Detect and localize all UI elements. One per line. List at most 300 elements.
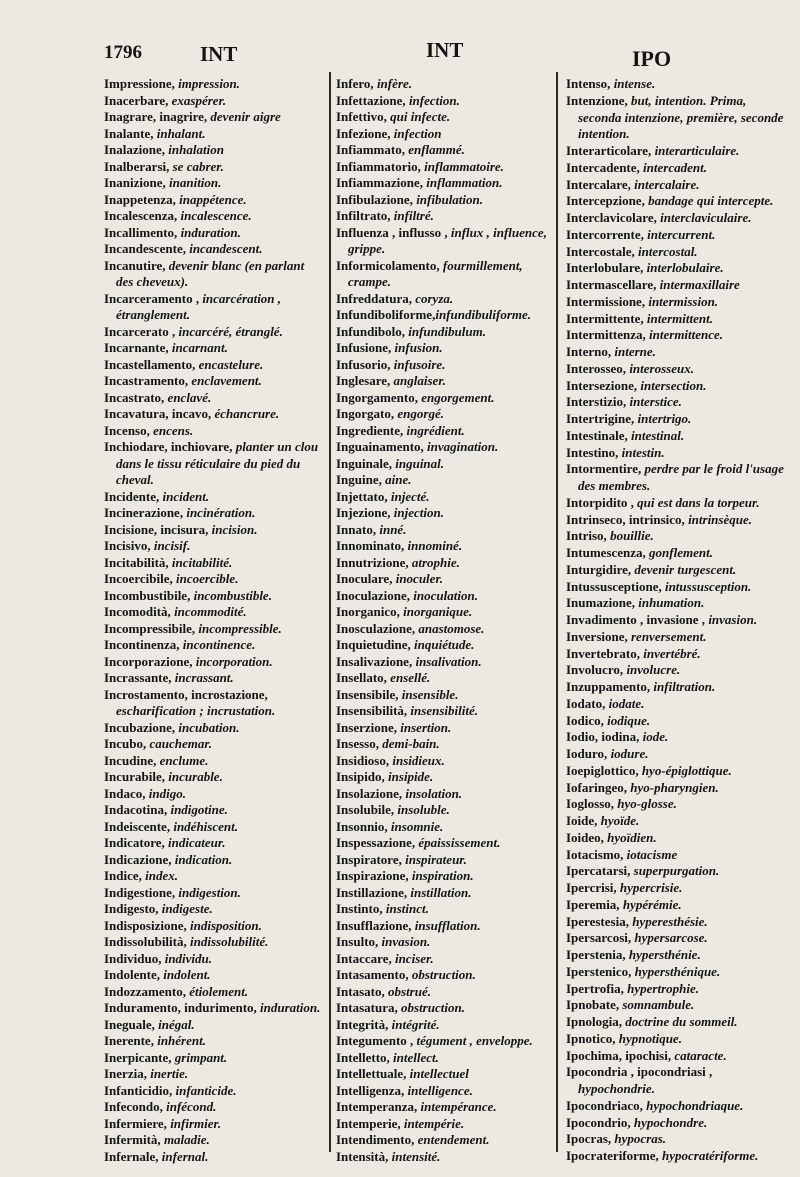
dictionary-entry [104, 241, 324, 258]
entry-translation: index. [141, 868, 179, 883]
entry-translation: infirmier. [166, 1115, 222, 1131]
entry-translation: indigo. [145, 785, 187, 801]
dictionary-entry [104, 802, 324, 819]
entry-headword: Insufflazione, [336, 917, 412, 933]
entry-translation: enclavement. [188, 373, 262, 388]
entry-translation: entendement. [414, 1132, 490, 1147]
entry-headword: Indice, [104, 868, 142, 883]
dictionary-entry [104, 1149, 324, 1166]
entry-headword: Inguinale, [336, 455, 392, 471]
dictionary-entry [336, 654, 551, 671]
entry-translation: hypnotique. [615, 1030, 682, 1046]
dictionary-entry [104, 934, 324, 951]
entry-headword: Indigesto, [104, 901, 159, 916]
entry-headword: Inerente, [104, 1033, 154, 1048]
entry-translation: inflammatoire. [420, 158, 504, 174]
entry-translation: aine. [381, 472, 412, 487]
entry-headword: Intestinale, [566, 427, 628, 443]
dictionary-entry [336, 307, 551, 324]
dictionary-entry [566, 981, 792, 998]
dictionary-entry [104, 951, 324, 968]
dictionary-entry [566, 964, 792, 981]
dictionary-entry [336, 489, 551, 506]
entry-translation: échancrure. [211, 406, 280, 421]
entry-translation: grimpant. [171, 1049, 228, 1065]
entry-headword: Infecondo, [104, 1099, 163, 1114]
entry-translation: intellectuel [406, 1066, 469, 1081]
dictionary-entry [104, 324, 324, 341]
dictionary-entry [104, 621, 324, 638]
entry-headword: Ipocrateriforme, [566, 1148, 659, 1163]
entry-translation: incoercible. [172, 571, 239, 586]
dictionary-entry [566, 1098, 792, 1115]
dictionary-entry [336, 109, 551, 126]
entry-headword: Inserzione, [336, 719, 398, 735]
dictionary-entry [566, 311, 792, 328]
entry-headword: Infero, [336, 76, 374, 91]
dictionary-entry [566, 93, 792, 143]
entry-headword: Insolubile, [336, 802, 395, 817]
entry-headword: Indissolubilità, [104, 934, 187, 949]
entry-headword: Intercadente, [566, 159, 640, 175]
dictionary-entry [336, 373, 551, 390]
entry-headword: Inalazione, [104, 142, 166, 157]
dictionary-entry [336, 604, 551, 621]
entry-translation: enclavé. [164, 389, 212, 405]
dictionary-entry [104, 753, 324, 770]
dictionary-entry [104, 406, 324, 423]
entry-translation: intermittence. [645, 327, 724, 343]
entry-translation: inappétence. [175, 191, 247, 207]
entry-translation: enflammé. [404, 142, 465, 157]
entry-headword: Individuo, [104, 950, 162, 966]
entry-translation: infernal. [158, 1148, 209, 1164]
entry-headword: Ineguale, [104, 1016, 155, 1032]
dictionary-entry [566, 729, 792, 746]
dictionary-entry [104, 1099, 324, 1116]
dictionary-entry [336, 1033, 551, 1050]
entry-headword: Ioepiglottico, [566, 762, 639, 778]
entry-headword: Instillazione, [336, 884, 408, 900]
entry-headword: Incastellamento, [104, 356, 196, 372]
entry-headword: Incarceramento , [104, 290, 200, 306]
entry-headword: Intrinseco, intrinsico, [566, 511, 685, 527]
entry-headword: Inumazione, [566, 595, 635, 611]
entry-headword: Indigestione, [104, 884, 176, 900]
entry-translation: hypocratériforme. [658, 1148, 759, 1163]
entry-headword: Incorporazione, [104, 653, 193, 669]
entry-headword: Incisione, incisura, [104, 521, 209, 537]
entry-headword: Infusorio, [336, 356, 391, 372]
entry-headword: Ipocondriaco, [566, 1097, 643, 1113]
entry-translation: invasion. [705, 612, 758, 627]
dictionary-entry [104, 159, 324, 176]
entry-translation: incrassant. [171, 670, 234, 685]
entry-translation: obstrué. [384, 983, 431, 999]
dictionary-entry [336, 1000, 551, 1017]
entry-translation: insomnie. [387, 818, 444, 834]
dictionary-entry [566, 947, 792, 964]
dictionary-entry [336, 406, 551, 423]
entry-translation: infection [390, 125, 442, 141]
dictionary-entry [104, 1066, 324, 1083]
dictionary-entry [104, 687, 324, 720]
dictionary-entry [566, 1131, 792, 1148]
entry-headword: Intercalare, [566, 176, 631, 192]
entry-headword: Iperstenia, [566, 947, 626, 962]
entry-headword: Intermittenza, [566, 327, 646, 343]
entry-translation: induration. [177, 224, 241, 240]
entry-translation: intussusception. [661, 578, 752, 594]
entry-translation: perdre par le froid l'usage des membres. [578, 461, 784, 493]
entry-translation: infusion. [391, 340, 443, 355]
entry-translation: indicateur. [164, 835, 226, 850]
entry-translation: incarcération , étranglement. [116, 290, 282, 322]
dictionary-entry [104, 439, 324, 489]
dictionary-entry [336, 1099, 551, 1116]
entry-translation: intercadent. [639, 159, 707, 175]
entry-headword: Infiltrato, [336, 208, 391, 223]
entry-headword: Integumento , [336, 1033, 414, 1048]
entry-translation: iodure. [607, 746, 649, 761]
entry-translation: hypochondrie. [578, 1081, 655, 1096]
entry-translation: tégument , enveloppe. [413, 1033, 533, 1048]
dictionary-entry [104, 555, 324, 572]
entry-headword: Intelligenza, [336, 1082, 405, 1098]
entry-translation: intense. [610, 76, 656, 91]
entry-headword: Intenso, [566, 76, 611, 91]
column-divider [556, 72, 558, 1152]
entry-translation: épaississement. [415, 835, 501, 850]
entry-headword: Inguainamento, [336, 439, 424, 454]
dictionary-entry [566, 445, 792, 462]
dictionary-entry [104, 192, 324, 209]
dictionary-entry [336, 76, 551, 93]
entry-translation: incinération. [183, 505, 256, 520]
dictionary-entry [104, 736, 324, 753]
entry-headword: Infiammato, [336, 142, 405, 157]
entry-headword: Ipnobate, [566, 997, 620, 1013]
dictionary-entry [336, 819, 551, 836]
entry-translation: injecté. [387, 488, 430, 504]
column-divider [329, 72, 331, 1152]
dictionary-entry [336, 852, 551, 869]
entry-translation: incalescence. [177, 208, 252, 223]
entry-headword: Indozzamento, [104, 983, 186, 999]
entry-headword: Iperstenico, [566, 963, 632, 979]
entry-translation: coryza. [411, 290, 454, 306]
entry-headword: Incalescenza, [104, 208, 178, 223]
dictionary-entry [566, 1048, 792, 1065]
dictionary-entry [336, 538, 551, 555]
dictionary-entry [566, 997, 792, 1014]
entry-headword: Influenza , influsso , [336, 224, 448, 240]
entry-headword: Indacotina, [104, 802, 168, 817]
entry-translation: intercostal. [634, 243, 698, 259]
dictionary-entry [104, 1083, 324, 1100]
dictionary-entry [104, 720, 324, 737]
dictionary-entry [336, 423, 551, 440]
dictionary-entry [104, 918, 324, 935]
entry-translation: iotacisme [623, 846, 678, 862]
dictionary-entry [566, 796, 792, 813]
entry-translation: intelligence. [404, 1082, 473, 1098]
dictionary-entry [104, 852, 324, 869]
entry-translation: enclume. [156, 752, 209, 768]
entry-headword: Incombustibile, [104, 587, 191, 603]
entry-headword: Insensibile, [336, 686, 399, 702]
entry-translation: hyo-épiglottique. [638, 762, 732, 778]
entry-translation: hyoïdien. [603, 829, 657, 845]
entry-translation: inanition. [165, 175, 222, 190]
dictionary-entry [104, 769, 324, 786]
dictionary-entry [566, 512, 792, 529]
dictionary-entry [104, 357, 324, 374]
entry-headword: Inoculare, [336, 571, 393, 586]
dictionary-entry [566, 143, 792, 160]
entry-headword: Insonnio, [336, 818, 388, 834]
entry-translation: incommodité. [170, 604, 247, 619]
dictionary-entry [566, 612, 792, 629]
entry-translation: infection. [405, 92, 460, 108]
dictionary-entry [336, 984, 551, 1001]
entry-headword: Inacerbare, [104, 92, 169, 108]
dictionary-entry [566, 277, 792, 294]
entry-translation: involucre. [623, 662, 681, 678]
dictionary-entry [566, 227, 792, 244]
entry-headword: Ipnotico, [566, 1030, 616, 1046]
entry-headword: Ingrediente, [336, 422, 404, 438]
entry-headword: Inturgidire, [566, 561, 632, 577]
dictionary-entry [566, 411, 792, 428]
entry-headword: Incoercibile, [104, 571, 173, 586]
entry-headword: Ipersarcosi, [566, 930, 632, 946]
entry-headword: Infettivo, [336, 109, 387, 124]
entry-headword: Indeiscente, [104, 818, 171, 834]
dictionary-entry [566, 260, 792, 277]
entry-headword: Incandescente, [104, 241, 186, 256]
entry-translation: inguinal. [392, 455, 445, 471]
entry-translation: infère. [373, 76, 412, 91]
entry-translation: insalivation. [412, 653, 482, 669]
entry-headword: Inagrare, inagrire, [104, 109, 208, 124]
entry-headword: Intemperanza, [336, 1099, 418, 1114]
entry-headword: Intaccare, [336, 950, 392, 966]
entry-translation: inhérent. [153, 1033, 206, 1048]
entry-headword: Involucro, [566, 662, 624, 678]
entry-headword: Intussusceptione, [566, 578, 662, 594]
entry-column-3 [566, 76, 792, 1165]
entry-headword: Indisposizione, [104, 917, 187, 933]
entry-translation: bouillie. [606, 528, 654, 544]
entry-translation: hypercrisie. [616, 880, 683, 895]
entry-translation: inégal. [154, 1016, 195, 1032]
entry-translation: invertébré. [640, 645, 701, 661]
dictionary-entry [104, 1116, 324, 1133]
dictionary-entry [104, 489, 324, 506]
entry-headword: Innutrizione, [336, 554, 409, 570]
dictionary-entry [566, 177, 792, 194]
entry-translation: inhalant. [153, 125, 206, 141]
entry-headword: Incarnante, [104, 340, 169, 355]
entry-headword: Intendimento, [336, 1132, 415, 1147]
entry-headword: Inspessazione, [336, 835, 416, 850]
entry-headword: Iofaringeo, [566, 779, 628, 795]
entry-translation: inertie. [146, 1066, 189, 1081]
dictionary-entry [104, 373, 324, 390]
dictionary-entry [336, 505, 551, 522]
page-number: 1796 [104, 42, 142, 63]
entry-headword: Inerpicante, [104, 1049, 172, 1065]
dictionary-entry [104, 142, 324, 159]
entry-headword: Ioglosso, [566, 796, 615, 812]
dictionary-entry [104, 76, 324, 93]
dictionary-entry [566, 813, 792, 830]
entry-headword: Integrità, [336, 1016, 389, 1032]
dictionary-entry [104, 1000, 324, 1017]
entry-translation: intrinsèque. [684, 511, 752, 527]
entry-translation: instillation. [407, 884, 472, 900]
dictionary-entry [336, 934, 551, 951]
entry-translation: hypertrophie. [623, 980, 700, 996]
dictionary-entry [566, 327, 792, 344]
entry-headword: Inalberarsi, [104, 158, 170, 174]
entry-translation: insufflation. [411, 917, 481, 933]
dictionary-entry [566, 528, 792, 545]
dictionary-entry [336, 456, 551, 473]
dictionary-entry [104, 786, 324, 803]
entry-translation: inhalation [165, 142, 224, 157]
dictionary-entry [566, 1115, 792, 1132]
entry-headword: Insolazione, [336, 785, 403, 801]
entry-headword: Inorganico, [336, 604, 400, 619]
entry-translation: intellect. [389, 1049, 439, 1065]
entry-translation: ingrédient. [403, 422, 465, 438]
dictionary-entry [336, 340, 551, 357]
entry-headword: Intercorrente, [566, 226, 644, 242]
entry-translation: iodate. [605, 695, 645, 711]
entry-headword: Inalante, [104, 125, 154, 141]
entry-translation: doctrine du sommeil. [622, 1014, 738, 1029]
entry-translation: intercurrent. [643, 226, 716, 242]
entry-headword: Injezione, [336, 505, 391, 520]
entry-headword: Ingorgamento, [336, 389, 418, 405]
entry-headword: Iperemia, [566, 896, 620, 912]
entry-translation: hypocras. [611, 1131, 667, 1147]
entry-headword: Insalivazione, [336, 653, 413, 669]
dictionary-entry [104, 885, 324, 902]
entry-translation: infiltré. [390, 208, 434, 223]
entry-translation: insolation. [402, 785, 463, 801]
entry-headword: Intemperie, [336, 1115, 401, 1131]
entry-translation: cataracte. [671, 1047, 727, 1063]
entry-headword: Incidente, [104, 488, 160, 504]
dictionary-entry [566, 461, 792, 495]
entry-translation: anastomose. [415, 620, 485, 636]
dictionary-entry [336, 588, 551, 605]
entry-headword: Infreddatura, [336, 290, 412, 306]
dictionary-entry [104, 901, 324, 918]
entry-translation: but, intention. Prima, seconda intenzione, première, seconde intention. [578, 92, 784, 142]
entry-headword: Intestino, [566, 444, 619, 460]
dictionary-entry [566, 847, 792, 864]
dictionary-entry [566, 562, 792, 579]
entry-headword: Intasato, [336, 983, 385, 999]
entry-headword: Interlobulare, [566, 260, 644, 276]
dictionary-entry [336, 1116, 551, 1133]
entry-translation: iode. [639, 729, 669, 745]
dictionary-entry [336, 802, 551, 819]
entry-translation: infécond. [162, 1099, 217, 1114]
dictionary-entry [566, 394, 792, 411]
dictionary-entry [336, 225, 551, 258]
dictionary-entry [104, 208, 324, 225]
dictionary-entry [104, 670, 324, 687]
dictionary-entry [566, 545, 792, 562]
entry-headword: Infusione, [336, 340, 392, 355]
entry-translation: intertrigo. [634, 411, 692, 426]
entry-headword: Interclavicolare, [566, 210, 657, 225]
entry-translation: indéhiscent. [170, 818, 238, 834]
entry-headword: Intasamento, [336, 967, 409, 982]
entry-translation: inflammation. [423, 175, 503, 190]
dictionary-entry [566, 361, 792, 378]
entry-translation: engorgement. [417, 389, 495, 405]
dictionary-entry [336, 918, 551, 935]
entry-translation: inquiétude. [410, 637, 475, 652]
dictionary-entry [566, 763, 792, 780]
entry-translation: obstruction. [397, 1000, 465, 1015]
entry-headword: Insulto, [336, 934, 379, 949]
entry-translation: indigeste. [158, 901, 213, 916]
entry-translation: hyoïde. [597, 813, 640, 828]
entry-translation: hypochondre. [630, 1114, 708, 1130]
entry-headword: Intercepzione, [566, 193, 645, 209]
dictionary-entry [566, 160, 792, 177]
entry-translation: qui infecte. [386, 109, 451, 124]
dictionary-entry [104, 588, 324, 605]
entry-translation: indication. [171, 851, 233, 867]
page-header [0, 38, 800, 74]
entry-headword: Intercostale, [566, 243, 635, 259]
dictionary-entry [336, 967, 551, 984]
entry-headword: Indicazione, [104, 851, 172, 867]
entry-translation: intercalaire. [630, 176, 700, 192]
entry-headword: Infibulazione, [336, 191, 413, 207]
dictionary-entry [336, 439, 551, 456]
entry-headword: Infundibolo, [336, 323, 406, 339]
entry-translation: inoculation. [410, 587, 478, 603]
entry-headword: Incontinenza, [104, 637, 180, 652]
dictionary-entry [104, 1050, 324, 1067]
dictionary-entry [566, 495, 792, 512]
dictionary-entry [566, 344, 792, 361]
entry-headword: Infanticidio, [104, 1082, 173, 1098]
entry-headword: Incarcerato , [104, 323, 176, 339]
entry-translation: cauchemar. [146, 736, 213, 751]
entry-headword: Interosseo, [566, 360, 627, 376]
dictionary-entry [336, 324, 551, 341]
entry-translation: interne. [611, 344, 656, 359]
entry-headword: Ipnologia, [566, 1014, 622, 1029]
dictionary-entry [336, 1017, 551, 1034]
dictionary-entry [104, 126, 324, 143]
dictionary-entry [566, 679, 792, 696]
dictionary-entry [566, 880, 792, 897]
dictionary-entry [566, 210, 792, 227]
dictionary-entry [336, 1050, 551, 1067]
entry-translation: indisposition. [186, 917, 262, 933]
